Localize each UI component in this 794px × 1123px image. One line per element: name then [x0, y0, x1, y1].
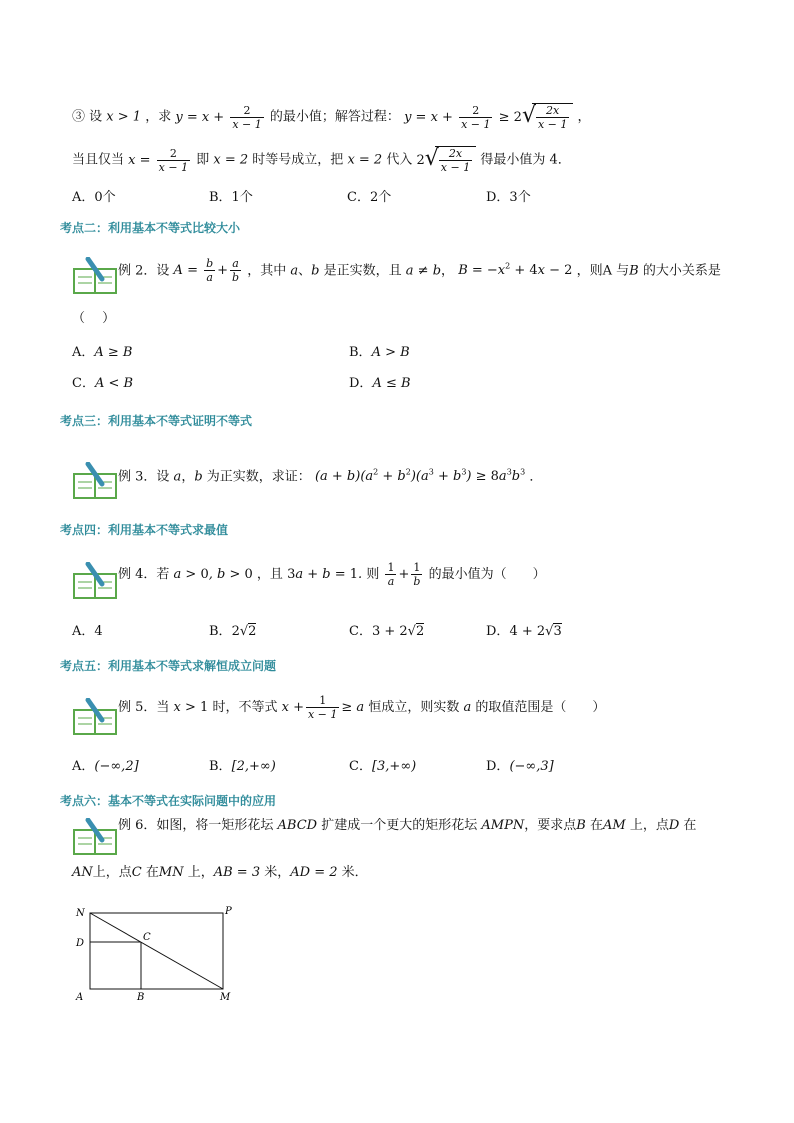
ex2-text: ，则A 与	[576, 263, 630, 279]
ex5-option-c: C．[3,+∞)	[349, 759, 417, 774]
book-pencil-icon	[72, 818, 118, 856]
label-p: P	[225, 906, 232, 917]
ex2-option-c: C．A < B	[72, 376, 134, 391]
q3-option-c: C．2个	[347, 190, 392, 205]
q3-x-value: x = 2	[213, 152, 249, 168]
book-pencil-icon	[72, 257, 118, 295]
ex2-option-a: A．A ≥ B	[72, 345, 133, 360]
ex3-text: ，	[181, 469, 195, 485]
q3-option-b: B．1个	[209, 190, 253, 205]
ex3-line: 例 3．设 a，b 为正实数，求证： $(a + b)(a^2 + b^2)(a^3 + b^3) \ge 8a^3b^3$ ．	[118, 468, 543, 485]
ex2-line: 例 2．设 A = $\frac{b}{a}$ + $\frac{a}{b}$ ，其中 a、b 是正实数，且 a ≠ b， $B = -x^2 + 4x - 2$ ，则A 与B 的大小关系是	[118, 257, 721, 285]
q3-sub: 2 √ $\frac{2x}{x - 1}$	[417, 153, 477, 168]
q3-line-1: ③ 设 x > 1 ，求 y = x + $\frac{2}{x - 1}$ 的最小值；解答过程： y = x + $\frac{2}{x - 1}$ ≥ 2 √ $\frac{2x}{x - 1}$ ，	[72, 103, 591, 131]
section-heading-6: 考点六：基本不等式在实际问题中的应用	[60, 794, 277, 808]
book-pencil-icon	[72, 462, 118, 500]
section-heading-4: 考点四：利用基本不等式求最值	[60, 523, 229, 537]
book-pencil-icon	[72, 698, 118, 736]
q3-function: y = x + $\frac{2}{x - 1}$	[175, 103, 262, 131]
rectangle-figure	[70, 900, 240, 1005]
q3-text: 时等号成立，把	[252, 152, 344, 168]
q3-cond: x > 1	[106, 109, 142, 125]
q3-option-a: A．0个	[72, 190, 116, 205]
ex2-text: 是正实数，且	[323, 263, 402, 279]
ex4-label: 例 4．若	[118, 567, 170, 582]
ex2-label: 例 2．设	[118, 263, 170, 279]
ex2-def-B: $B = -x^2 + 4x - 2$	[458, 262, 573, 279]
q3-text: 当且仅当	[72, 152, 125, 168]
q3-solution: y = x + $\frac{2}{x - 1}$ ≥ 2 √ $\frac{2x}{x - 1}$	[404, 110, 577, 125]
ex6-line-1: 例 6．如图，将一矩形花坛 ABCD 扩建成一个更大的矩形花坛 AMPN，要求点B 在AM 上，点D 在	[118, 818, 697, 833]
label-m: M	[220, 992, 231, 1003]
section-heading-3: 考点三：利用基本不等式证明不等式	[60, 414, 253, 428]
q3-x-value: x = 2	[347, 152, 383, 168]
ex5-option-a: A．(−∞,2]	[72, 759, 139, 774]
ex2-option-d: D．A ≤ B	[349, 376, 411, 391]
label-a: A	[76, 992, 84, 1003]
label-c: C	[143, 932, 151, 943]
ex5-text: 恒成立，则实数	[368, 700, 460, 715]
ex2-text: 的大小关系是	[642, 263, 721, 279]
ex2-paren: （ ）	[72, 311, 116, 326]
ex4-option-d: D．4 + 2√3	[486, 624, 562, 639]
ex5-option-d: D．(−∞,3]	[486, 759, 554, 774]
ex6-line-2: AN上，点C 在MN 上，AB = 3 米，AD = 2 米．	[72, 865, 368, 880]
q3-text: 代入	[386, 152, 413, 168]
q3-text: ，求	[145, 109, 172, 125]
ex4-line: 例 4．若 a > 0, b > 0 ，且 3a + b = 1. 则 $\frac{1}{a}$ + $\frac{1}{b}$ 的最小值为（ ）	[118, 561, 546, 588]
ex2-option-b: B．A > B	[349, 345, 410, 360]
ex5-inequality: x + $\frac{1}{x - 1}$ ≥ a	[281, 694, 365, 721]
ex2-text: ，	[441, 263, 455, 279]
ex2-text: ，其中	[247, 263, 287, 279]
ex5-text: 时，不等式	[212, 700, 278, 715]
ex4-option-b: B．2√2	[209, 624, 257, 639]
ex4-option-c: C．3 + 2√2	[349, 624, 425, 639]
q3-text: 的最小值；解答过程：	[269, 109, 400, 125]
diagonal-nm	[90, 913, 223, 989]
q3-text: 得最小值为 4．	[480, 152, 571, 168]
section-heading-5: 考点五：利用基本不等式求解恒成立问题	[60, 659, 277, 673]
ex2-def-A: A = $\frac{b}{a}$ + $\frac{a}{b}$	[173, 257, 240, 285]
ex4-text: 则	[366, 567, 380, 582]
q3-text: 即	[196, 152, 210, 168]
section-heading-2: 考点二：利用基本不等式比较大小	[60, 221, 241, 235]
q3-equality: x = $\frac{2}{x - 1}$	[128, 146, 189, 174]
ex2-text: 、	[298, 263, 312, 279]
label-d: D	[76, 938, 85, 949]
ex4-text: ，且	[256, 567, 283, 582]
label-n: N	[76, 908, 85, 919]
ex5-option-b: B．[2,+∞)	[209, 759, 276, 774]
ex3-inequality: $(a + b)(a^2 + b^2)(a^3 + b^3) \ge 8a^3b^3$	[314, 468, 526, 485]
ex4-text: 的最小值为（ ）	[428, 567, 546, 582]
ex3-label: 例 3．设	[118, 469, 170, 485]
label-b: B	[137, 992, 145, 1003]
book-pencil-icon	[72, 562, 118, 600]
ex3-text: 为正实数，求证：	[206, 469, 311, 485]
ex5-label: 例 5．当	[118, 700, 170, 715]
ex4-option-a: A．4	[72, 624, 103, 639]
ex5-text: 的取值范围是（ ）	[475, 700, 606, 715]
q3-option-d: D．3个	[486, 190, 531, 205]
q3-line-2	[72, 146, 571, 174]
ex5-line: 例 5．当 x > 1 时，不等式 x + $\frac{1}{x - 1}$ ≥ a 恒成立，则实数 a 的取值范围是（ ）	[118, 694, 606, 721]
q3-text: ③ 设	[72, 109, 103, 125]
ex4-expression: $\frac{1}{a}$ + $\frac{1}{b}$	[387, 561, 421, 588]
